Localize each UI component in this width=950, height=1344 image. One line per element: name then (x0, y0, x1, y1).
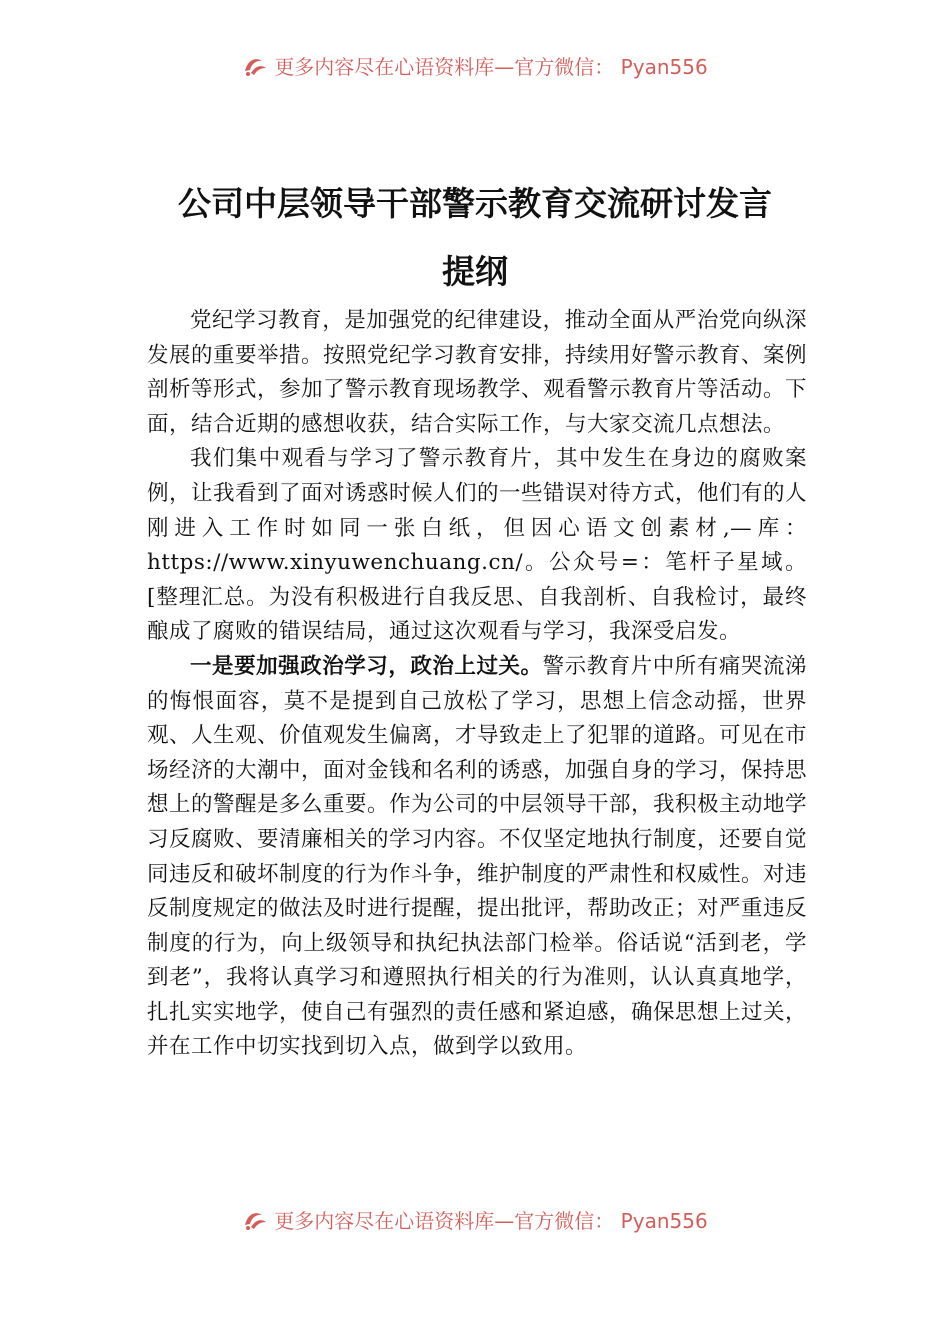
paragraph-reflection: 我们集中观看与学习了警示教育片，其中发生在身边的腐败案例，让我看到了面对诱惑时候人们的一些错误对待方式，他们有的人刚进入工作时如同一张白纸，但因心语文创素材,—库：https://www.xinyuwenchuang.cn/。公众号=：笔杆子星域。[整理汇总。为没有积极进行自我反思、自我剖析、自我检讨，最终酿成了腐败的错误结局，通过这次观看与学习，我深受启发。 (147, 446, 808, 645)
header-watermark (0, 56, 950, 84)
paragraph-intro: 党纪学习教育，是加强党的纪律建设，推动全面从严治党向纵深发展的重要举措。按照党纪学习教育安排，持续用好警示教育、案例剖析等形式，参加了警示教育现场教学、观看警示教育片等活动。下面，结合近期的感想收获，结合实际工作，与大家交流几点想法。 (147, 308, 808, 437)
document-title-line-2: 提纲 (442, 252, 508, 291)
document-title-line-1: 公司中层领导干部警示教育交流研讨发言 (178, 184, 772, 223)
paragraph-point-one-heading: 一是要加强政治学习，政治上过关。 (190, 653, 543, 679)
footer-watermark (0, 1210, 950, 1238)
logo-icon (242, 1210, 268, 1231)
paragraph-point-one (147, 650, 807, 1065)
watermark-text: 更多内容尽在心语资料库—官方微信： Pyan556 (274, 56, 708, 79)
logo-icon (242, 56, 268, 77)
watermark-text: 更多内容尽在心语资料库—官方微信： Pyan556 (274, 1210, 708, 1233)
paragraph-point-one-body: 警示教育片中所有痛哭流涕的悔恨面容，莫不是提到自己放松了学习，思想上信念动摇，世界观、人生观、价值观发生偏离，才导致走上了犯罪的道路。可见在市场经济的大潮中，面对金钱和名利的诱惑，加强自身的学习，保持思想上的警醒是多么重要。作为公司的中层领导干部，我积极主动地学习反腐败、要清廉相关的学习内容。不仅坚定地执行制度，还要自觉同违反和破坏制度的行为作斗争，维护制度的严肃性和权威性。对违反制度规定的做法及时进行提醒，提出批评，帮助改正；对严重违反制度的行为，向上级领导和执纪执法部门检举。俗话说“活到老，学到老”，我将认真学习和遵照执行相关的行为准则，认认真真地学，扎扎实实地学，使自己有强烈的责任感和紧迫感，确保思想上过关，并在工作中切实找到切入点，做到学以致用。 (147, 653, 808, 1060)
document-body (147, 304, 807, 1065)
